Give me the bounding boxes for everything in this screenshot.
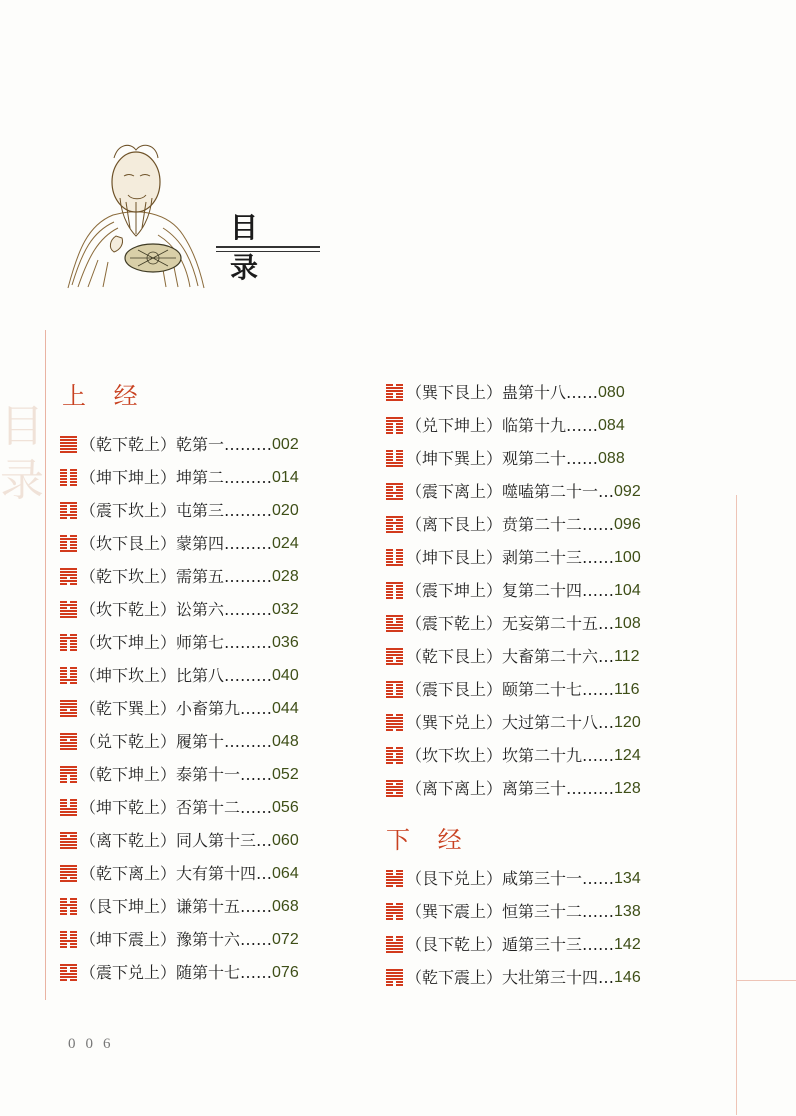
toc-entry-page: 014: [272, 469, 299, 486]
hexagram-icon: [60, 766, 77, 783]
ghost-watermark-title: 目录: [0, 401, 44, 506]
hexagram-icon: [60, 865, 77, 882]
toc-entry-page: 116: [614, 681, 640, 698]
toc-entry[interactable]: [60, 593, 299, 626]
toc-entry-page: 020: [272, 502, 299, 519]
hexagram-icon: [386, 450, 403, 467]
toc-entry-title: （巽下震上）恒第三十二……: [406, 902, 615, 921]
toc-entry[interactable]: [386, 541, 641, 574]
toc-entry-page: 092: [614, 483, 641, 500]
footer-page-number: 006: [68, 1036, 121, 1052]
toc-entry-title: （离下乾上）同人第十三…: [80, 831, 273, 850]
hexagram-icon: [386, 648, 403, 665]
toc-entry-title: （艮下兑上）咸第三十一……: [406, 869, 615, 888]
hexagram-icon: [386, 549, 403, 566]
hexagram-icon: [60, 535, 77, 552]
toc-entry[interactable]: [386, 475, 641, 508]
hexagram-icon: [60, 931, 77, 948]
toc-entry-page: 052: [272, 766, 299, 783]
toc-entry-page: 068: [272, 898, 299, 915]
toc-entry[interactable]: [386, 673, 641, 706]
toc-entry-page: 080: [598, 384, 625, 401]
toc-entry-page: 138: [614, 903, 641, 920]
toc-entry-title: （坎下乾上）讼第六………: [80, 600, 273, 619]
toc-entry-title: （坤下乾上）否第十二……: [80, 798, 273, 817]
hexagram-icon: [60, 634, 77, 651]
toc-entry-page: 108: [614, 615, 641, 632]
right-margin-rule: [736, 495, 737, 1115]
toc-entry-title: （巽下兑上）大过第二十八…: [406, 713, 615, 732]
hexagram-icon: [60, 799, 77, 816]
toc-entry-title: （艮下坤上）谦第十五……: [80, 897, 273, 916]
title-underline: [216, 246, 320, 248]
page-title: 目 录: [230, 211, 273, 284]
hexagram-icon: [60, 568, 77, 585]
hexagram-icon: [386, 714, 403, 731]
hexagram-icon: [60, 469, 77, 486]
hexagram-icon: [60, 700, 77, 717]
toc-entry[interactable]: [60, 560, 299, 593]
toc-entry[interactable]: [386, 442, 641, 475]
hexagram-icon: [60, 502, 77, 519]
toc-entry[interactable]: [386, 376, 641, 409]
title-underline-thin: [216, 251, 320, 252]
hexagram-icon: [386, 870, 403, 887]
toc-entry-title: （乾下坎上）需第五………: [80, 567, 273, 586]
toc-entry-title: （坤下坎上）比第八………: [80, 666, 273, 685]
toc-list-col3: [386, 862, 641, 994]
toc-entry-title: （乾下震上）大壮第三十四…: [406, 968, 615, 987]
hexagram-icon: [386, 903, 403, 920]
toc-entry-page: 044: [272, 700, 299, 717]
section-heading-xiajing: 下 经: [386, 826, 472, 854]
toc-entry-title: （震下坎上）屯第三………: [80, 501, 273, 520]
toc-entry-page: 146: [614, 969, 641, 986]
toc-entry-page: 142: [614, 936, 641, 953]
toc-entry[interactable]: [60, 494, 299, 527]
toc-entry-page: 048: [272, 733, 299, 750]
hexagram-icon: [60, 832, 77, 849]
toc-entry[interactable]: [386, 772, 641, 805]
toc-entry[interactable]: [386, 739, 641, 772]
toc-entry-page: 096: [614, 516, 641, 533]
toc-entry-page: 134: [614, 870, 641, 887]
toc-entry-title: （坎下坤上）师第七………: [80, 633, 273, 652]
toc-entry-page: 104: [614, 582, 641, 599]
toc-entry[interactable]: [386, 607, 641, 640]
toc-entry-title: （坤下巽上）观第二十……: [406, 449, 599, 468]
toc-entry-title: （乾下巽上）小畜第九……: [80, 699, 273, 718]
toc-entry-page: 112: [614, 648, 640, 665]
toc-entry[interactable]: [60, 824, 299, 857]
toc-entry-page: 120: [614, 714, 641, 731]
toc-entry[interactable]: [386, 508, 641, 541]
left-margin-rule: [45, 330, 46, 1000]
toc-entry-title: （震下乾上）无妄第二十五…: [406, 614, 615, 633]
hexagram-icon: [386, 747, 403, 764]
toc-entry[interactable]: [60, 956, 299, 989]
toc-entry-title: （坤下艮上）剥第二十三……: [406, 548, 615, 567]
hexagram-icon: [386, 681, 403, 698]
toc-entry-title: （兑下坤上）临第十九……: [406, 416, 599, 435]
toc-entry-page: 128: [614, 780, 641, 797]
hexagram-icon: [386, 936, 403, 953]
toc-entry-title: （乾下坤上）泰第十一……: [80, 765, 273, 784]
toc-entry-title: （乾下艮上）大畜第二十六…: [406, 647, 615, 666]
toc-title-block: [216, 200, 322, 284]
toc-entry[interactable]: [60, 890, 299, 923]
hexagram-icon: [386, 582, 403, 599]
toc-entry-title: （艮下乾上）遁第三十三……: [406, 935, 615, 954]
toc-entry-page: 072: [272, 931, 299, 948]
toc-entry[interactable]: [60, 692, 299, 725]
toc-entry-page: 084: [598, 417, 625, 434]
toc-entry[interactable]: [60, 791, 299, 824]
toc-entry[interactable]: [60, 527, 299, 560]
toc-entry-page: 056: [272, 799, 299, 816]
toc-entry[interactable]: [60, 923, 299, 956]
toc-entry-page: 036: [272, 634, 299, 651]
hexagram-icon: [60, 898, 77, 915]
toc-entry-title: （兑下乾上）履第十………: [80, 732, 273, 751]
toc-entry[interactable]: [60, 461, 299, 494]
toc-entry-title: （坎下艮上）蒙第四………: [80, 534, 273, 553]
toc-entry[interactable]: [60, 428, 299, 461]
toc-entry-page: 024: [272, 535, 299, 552]
toc-entry-title: （离下离上）离第三十………: [406, 779, 615, 798]
hexagram-icon: [60, 733, 77, 750]
sage-portrait-illustration: [58, 140, 208, 290]
section-heading-shangjing: 上 经: [62, 382, 148, 410]
toc-entry-title: （离下艮上）贲第二十二……: [406, 515, 615, 534]
toc-entry[interactable]: [386, 862, 641, 895]
toc-entry[interactable]: [386, 409, 641, 442]
toc-entry-page: 076: [272, 964, 299, 981]
hexagram-icon: [60, 601, 77, 618]
toc-entry-title: （巽下艮上）蛊第十八……: [406, 383, 599, 402]
hexagram-icon: [386, 780, 403, 797]
toc-entry[interactable]: [60, 725, 299, 758]
toc-entry-title: （坤下震上）豫第十六……: [80, 930, 273, 949]
toc-entry[interactable]: [60, 758, 299, 791]
toc-list-col2: [386, 376, 641, 805]
toc-entry[interactable]: [60, 659, 299, 692]
toc-entry-page: 124: [614, 747, 641, 764]
hexagram-icon: [386, 384, 403, 401]
toc-entry-page: 088: [598, 450, 625, 467]
hexagram-icon: [386, 417, 403, 434]
toc-entry-page: 040: [272, 667, 299, 684]
toc-entry-page: 002: [272, 436, 299, 453]
toc-entry-page: 064: [272, 865, 299, 882]
toc-entry-title: （乾下乾上）乾第一………: [80, 435, 273, 454]
toc-entry[interactable]: [386, 928, 641, 961]
toc-entry[interactable]: [386, 895, 641, 928]
toc-entry[interactable]: [386, 961, 641, 994]
toc-entry[interactable]: [60, 626, 299, 659]
toc-entry[interactable]: [60, 857, 299, 890]
toc-entry-title: （震下兑上）随第十七……: [80, 963, 273, 982]
right-margin-hline: [736, 980, 796, 981]
toc-list-col1: [60, 428, 299, 989]
toc-entry-page: 060: [272, 832, 299, 849]
toc-entry-page: 100: [614, 549, 641, 566]
toc-entry-page: 028: [272, 568, 299, 585]
hexagram-icon: [386, 969, 403, 986]
toc-entry[interactable]: [386, 574, 641, 607]
toc-entry-page: 032: [272, 601, 299, 618]
toc-entry-title: （乾下离上）大有第十四…: [80, 864, 273, 883]
toc-entry-title: （坎下坎上）坎第二十九……: [406, 746, 615, 765]
toc-entry[interactable]: [386, 640, 641, 673]
hexagram-icon: [386, 516, 403, 533]
toc-entry-title: （震下离上）噬嗑第二十一…: [406, 482, 615, 501]
toc-entry[interactable]: [386, 706, 641, 739]
toc-entry-title: （坤下坤上）坤第二………: [80, 468, 273, 487]
toc-entry-title: （震下艮上）颐第二十七……: [406, 680, 615, 699]
toc-entry-title: （震下坤上）复第二十四……: [406, 581, 615, 600]
hexagram-icon: [60, 667, 77, 684]
hexagram-icon: [60, 436, 77, 453]
hexagram-icon: [386, 483, 403, 500]
hexagram-icon: [60, 964, 77, 981]
hexagram-icon: [386, 615, 403, 632]
